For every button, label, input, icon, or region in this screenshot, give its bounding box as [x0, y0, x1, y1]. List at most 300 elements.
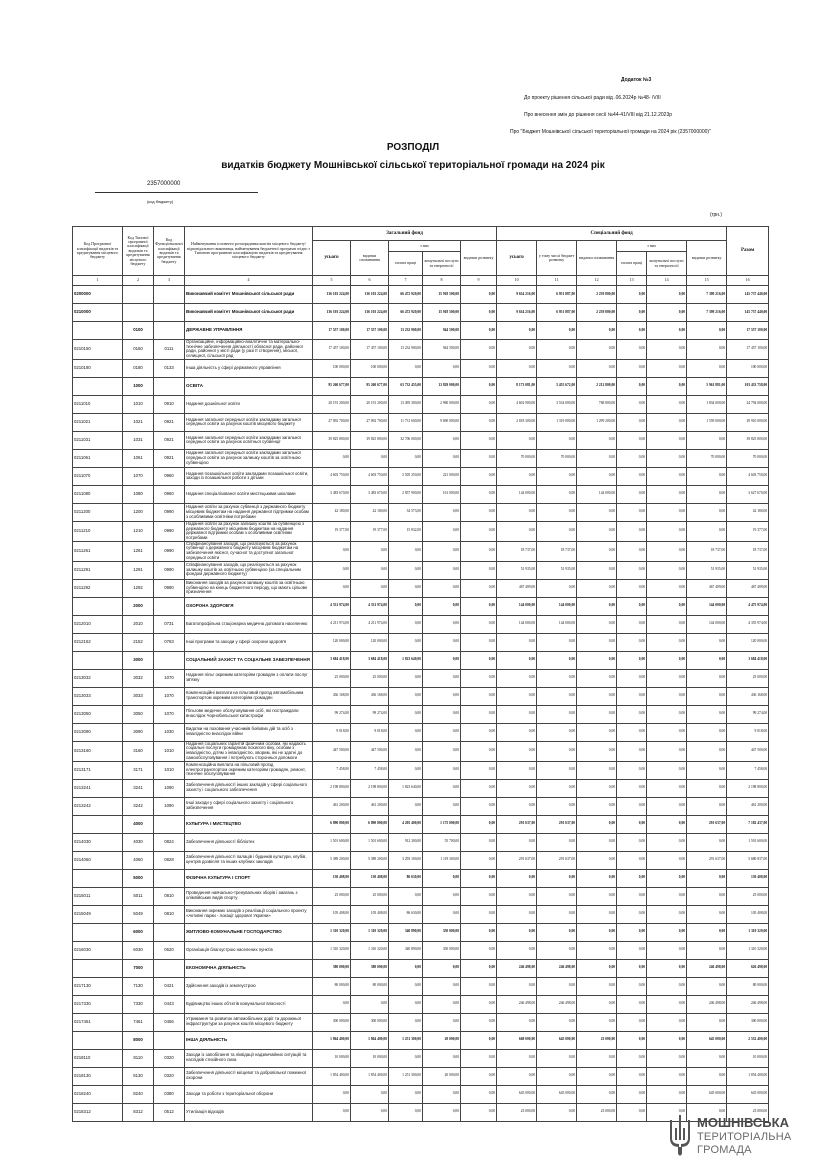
- amount-cell: 4 602 900,00: [497, 395, 537, 413]
- amount-cell: 136 103 224,00: [351, 304, 389, 322]
- amount-cell: 0,00: [351, 541, 389, 561]
- amount-cell: 0,00: [577, 541, 617, 561]
- table-row: [73, 761, 769, 779]
- program-code-cell: 0211080: [73, 485, 123, 503]
- amount-cell: 0,00: [389, 1103, 423, 1121]
- table-row: [73, 941, 769, 959]
- amount-cell: 0,00: [389, 1013, 423, 1031]
- typical-code-cell: 5000: [123, 869, 154, 887]
- amount-cell: 0,00: [351, 1085, 389, 1103]
- amount-cell: 51 935,00: [497, 561, 537, 579]
- amount-cell: 0,00: [577, 977, 617, 995]
- amount-cell: 0,00: [537, 359, 577, 377]
- program-code-cell: [73, 1031, 123, 1049]
- amount-cell: 11 731 600,00: [389, 413, 423, 431]
- functional-code-cell: 0620: [154, 941, 185, 959]
- program-code-cell: 0212152: [73, 633, 123, 651]
- amount-cell: 0,00: [647, 1085, 687, 1103]
- typical-code-cell: 7330: [123, 995, 154, 1013]
- amount-cell: 0,00: [537, 579, 577, 597]
- header-program-code: Код Програмної класифікації видатків та кредитування місцевого бюджету: [73, 227, 123, 276]
- amount-cell: 1 310 320,00: [313, 923, 351, 941]
- amount-cell: 0,00: [461, 723, 497, 741]
- amount-cell: 0,00: [577, 923, 617, 941]
- amount-cell: 0,00: [577, 359, 617, 377]
- amount-cell: 0,00: [423, 687, 461, 705]
- amount-cell: 0,00: [577, 1013, 617, 1031]
- program-name-cell: Компенсаційна виплата на пільговий проїзд електротранспортом окремим категоріям громадян, ремонт, технічне обслуговування: [185, 761, 313, 779]
- amount-cell: 0,00: [537, 340, 577, 360]
- amount-cell: 0,00: [617, 377, 647, 395]
- typical-code-cell: 1291: [123, 561, 154, 579]
- amount-cell: 0,00: [647, 887, 687, 905]
- amount-cell: 19 377,00: [313, 521, 351, 541]
- amount-cell: 0,00: [537, 869, 577, 887]
- amount-cell: 0,00: [577, 887, 617, 905]
- amount-cell: 0,00: [351, 561, 389, 579]
- program-name-cell: Забезпечення діяльності палаців i будинків культури, клубів, центрів дозвілля та інших клубних закладів: [185, 851, 313, 869]
- amount-cell: 0,00: [687, 797, 727, 815]
- amount-cell: 0,00: [617, 651, 647, 669]
- amount-cell: 246 498,00: [537, 959, 577, 977]
- column-number: 12: [577, 276, 617, 286]
- amount-cell: 0,00: [617, 633, 647, 651]
- header-gf-total: усього: [313, 241, 351, 276]
- amount-cell: 0,00: [647, 1049, 687, 1067]
- amount-cell: 0,00: [617, 541, 647, 561]
- program-name-cell: Проведення навчально-тренувальних зборів і змагань з олімпійських видів спорту: [185, 887, 313, 905]
- amount-cell: 0,00: [617, 561, 647, 579]
- amount-cell: 0,00: [617, 395, 647, 413]
- functional-code-cell: 0921: [154, 449, 185, 467]
- functional-code-cell: 1030: [154, 723, 185, 741]
- amount-cell: 42 180,00: [351, 503, 389, 521]
- program-code-cell: 0215049: [73, 905, 123, 923]
- amount-cell: 1 299 200,00: [577, 413, 617, 431]
- amount-cell: 0,00: [577, 723, 617, 741]
- amount-cell: 0,00: [577, 597, 617, 615]
- typical-code-cell: 6000: [123, 923, 154, 941]
- program-name-cell: Компенсаційні виплати на пільговий проїзд автомобільним транспортом окремим категоріям громадян: [185, 687, 313, 705]
- amount-cell: 0,00: [423, 869, 461, 887]
- header-gf-of-them: з них: [389, 241, 461, 252]
- amount-cell: 0,00: [617, 833, 647, 851]
- amount-cell: 0,00: [461, 541, 497, 561]
- amount-cell: 80 000,00: [313, 977, 351, 995]
- program-name-cell: Виконання заходів за рахунок залишку коштів за освітньою субвенцією на кінець бюджетного періоду, що мають цільове призначення: [185, 579, 313, 597]
- table-row: [73, 286, 769, 304]
- amount-cell: 0,00: [537, 977, 577, 995]
- amount-cell: 1 834 000,00: [687, 395, 727, 413]
- program-name-cell: Інші програми та заходи у сфері охорони здоров'я: [185, 633, 313, 651]
- amount-cell: 0,00: [423, 977, 461, 995]
- amount-cell: 291 637,00: [537, 815, 577, 833]
- amount-cell: 0,00: [389, 705, 423, 723]
- amount-cell: 0,00: [497, 869, 537, 887]
- amount-cell: 2 857 900,00: [389, 485, 423, 503]
- program-code-cell: 0211031: [73, 431, 123, 449]
- amount-cell: 0,00: [687, 887, 727, 905]
- typical-code-cell: 3171: [123, 761, 154, 779]
- amount-cell: 0,00: [617, 723, 647, 741]
- amount-cell: 0,00: [687, 687, 727, 705]
- amount-cell: 9 018,00: [727, 723, 769, 741]
- typical-code-cell: 1080: [123, 485, 154, 503]
- amount-cell: 0,00: [497, 322, 537, 340]
- program-name-cell: Організація благоустрою населених пунктів: [185, 941, 313, 959]
- amount-cell: 2 818 300,00: [497, 413, 537, 431]
- program-code-cell: 0218312: [73, 1103, 123, 1121]
- amount-cell: 9 634 216,00: [497, 286, 537, 304]
- header-sf-salary: оплата праці: [617, 252, 647, 276]
- amount-cell: 0,00: [423, 741, 461, 761]
- column-number: 14: [647, 276, 687, 286]
- amount-cell: 0,00: [461, 322, 497, 340]
- program-name-cell: ОСВІТА: [185, 377, 313, 395]
- program-name-cell: Утримання та розвиток автомобільних доріг та дорожньої інфраструктури за рахунок коштів місцевого бюджету: [185, 1013, 313, 1031]
- amount-cell: 39 825 800,00: [727, 431, 769, 449]
- amount-cell: 0,00: [577, 1067, 617, 1085]
- amount-cell: 0,00: [617, 503, 647, 521]
- amount-cell: 9 018,00: [313, 723, 351, 741]
- amount-cell: 1 310 320,00: [727, 941, 769, 959]
- amount-cell: 70 000,00: [687, 449, 727, 467]
- amount-cell: 0,00: [497, 905, 537, 923]
- amount-cell: 0,00: [537, 467, 577, 485]
- amount-cell: 70 000,00: [727, 449, 769, 467]
- typical-code-cell: 3241: [123, 779, 154, 797]
- amount-cell: 0,00: [423, 887, 461, 905]
- amount-cell: 4 603 750,00: [351, 467, 389, 485]
- amount-cell: 246 498,00: [537, 995, 577, 1013]
- typical-code-cell: 7130: [123, 977, 154, 995]
- amount-cell: 0,00: [647, 869, 687, 887]
- program-code-cell: [73, 322, 123, 340]
- amount-cell: 0,00: [647, 340, 687, 360]
- table-row: [73, 995, 769, 1013]
- amount-cell: 0,00: [423, 995, 461, 1013]
- column-number: 4: [185, 276, 313, 286]
- amount-cell: 10 000,00: [351, 1049, 389, 1067]
- column-number: 13: [617, 276, 647, 286]
- amount-cell: 0,00: [423, 541, 461, 561]
- amount-cell: 0,00: [577, 651, 617, 669]
- amount-cell: 291 637,00: [497, 815, 537, 833]
- amount-cell: 0,00: [647, 561, 687, 579]
- program-name-cell: КУЛЬТУРА І МИСТЕЦТВО: [185, 815, 313, 833]
- amount-cell: 0,00: [647, 597, 687, 615]
- functional-code-cell: 1070: [154, 669, 185, 687]
- amount-cell: 0,00: [687, 485, 727, 503]
- table-body: [73, 286, 769, 1122]
- amount-cell: 0,00: [617, 741, 647, 761]
- amount-cell: 0,00: [647, 761, 687, 779]
- amount-cell: 1 251 300,00: [389, 1067, 423, 1085]
- amount-cell: 1 501 600,00: [351, 833, 389, 851]
- amount-cell: 0,00: [461, 815, 497, 833]
- amount-cell: 0,00: [647, 779, 687, 797]
- table-row: [73, 779, 769, 797]
- column-number: 10: [497, 276, 537, 286]
- functional-code-cell: 0960: [154, 467, 185, 485]
- amount-cell: 0,00: [461, 395, 497, 413]
- table-row: [73, 541, 769, 561]
- program-name-cell: Надання пільг окремим категоріям громадян з оплати послуг зв'язку: [185, 669, 313, 687]
- amount-cell: 136 103 224,00: [351, 286, 389, 304]
- column-number: 15: [687, 276, 727, 286]
- amount-cell: 34 573,00: [389, 503, 423, 521]
- amount-cell: 144 000,00: [537, 597, 577, 615]
- amount-cell: 0,00: [351, 449, 389, 467]
- program-code-cell: 0218240: [73, 1085, 123, 1103]
- program-code-cell: 0217130: [73, 977, 123, 995]
- amount-cell: 0,00: [687, 761, 727, 779]
- amount-cell: 0,00: [687, 723, 727, 741]
- amount-cell: 0,00: [313, 449, 351, 467]
- amount-cell: 105 408,00: [727, 905, 769, 923]
- program-code-cell: 0211292: [73, 579, 123, 597]
- amount-cell: 1 854 400,00: [351, 1067, 389, 1085]
- amount-cell: 0,00: [423, 561, 461, 579]
- amount-cell: 105 408,00: [313, 905, 351, 923]
- typical-code-cell: 4030: [123, 833, 154, 851]
- table-row: [73, 579, 769, 597]
- amount-cell: 7 399 216,00: [687, 304, 727, 322]
- amount-cell: 0,00: [617, 923, 647, 941]
- amount-cell: 0,00: [687, 923, 727, 941]
- functional-code-cell: 0512: [154, 1103, 185, 1121]
- amount-cell: 0,00: [647, 687, 687, 705]
- typical-code-cell: [123, 304, 154, 322]
- table-row: [73, 905, 769, 923]
- amount-cell: 0,00: [351, 995, 389, 1013]
- amount-cell: 0,00: [497, 1049, 537, 1067]
- typical-code-cell: 0100: [123, 322, 154, 340]
- column-number: 9: [461, 276, 497, 286]
- amount-cell: 25 000,00: [727, 887, 769, 905]
- amount-cell: 6 890 800,00: [313, 815, 351, 833]
- amount-cell: 0,00: [389, 597, 423, 615]
- amount-cell: 42 180,00: [313, 503, 351, 521]
- program-code-cell: 0217461: [73, 1013, 123, 1031]
- amount-cell: 0,00: [389, 995, 423, 1013]
- amount-cell: 300 000,00: [727, 1013, 769, 1031]
- header-sf-development: видатки розвитку: [687, 241, 727, 276]
- amount-cell: 0,00: [647, 449, 687, 467]
- amount-cell: 0,00: [647, 941, 687, 959]
- amount-cell: 51 935,00: [727, 561, 769, 579]
- amount-cell: 7 458,00: [351, 761, 389, 779]
- amount-cell: 0,00: [617, 995, 647, 1013]
- amount-cell: 17 457 100,00: [351, 340, 389, 360]
- amount-cell: 0,00: [537, 633, 577, 651]
- amount-cell: 0,00: [423, 449, 461, 467]
- amount-cell: 0,00: [687, 869, 727, 887]
- header-special-fund: Спеціальний фонд: [497, 227, 727, 241]
- amount-cell: 1 823 640,00: [389, 779, 423, 797]
- amount-cell: 0,00: [577, 431, 617, 449]
- page-title: РОЗПОДІЛ: [386, 142, 440, 153]
- amount-cell: 0,00: [461, 1103, 497, 1121]
- amount-cell: 23 000,00: [497, 1103, 537, 1121]
- amount-cell: 17 557 100,00: [313, 322, 351, 340]
- budget-code-underline: [95, 192, 258, 193]
- amount-cell: 0,00: [497, 797, 537, 815]
- amount-cell: 0,00: [647, 1013, 687, 1031]
- header-sf-utilities: комунальні послуги та енергоносії: [647, 252, 687, 276]
- amount-cell: 3 505 250,00: [389, 467, 423, 485]
- amount-cell: 0,00: [423, 615, 461, 633]
- header-general-fund: Загальний фонд: [313, 227, 497, 241]
- amount-cell: 645 000,00: [687, 1085, 727, 1103]
- typical-code-cell: 2000: [123, 597, 154, 615]
- amount-cell: 0,00: [647, 905, 687, 923]
- typical-code-cell: 8312: [123, 1103, 154, 1121]
- table-row: [73, 615, 769, 633]
- functional-code-cell: [154, 377, 185, 395]
- amount-cell: 0,00: [577, 869, 617, 887]
- amount-cell: 0,00: [617, 669, 647, 687]
- table-row: [73, 651, 769, 669]
- amount-cell: 0,00: [617, 687, 647, 705]
- amount-cell: 0,00: [577, 905, 617, 923]
- amount-cell: 1 310 320,00: [351, 923, 389, 941]
- amount-cell: 3 684 418,00: [351, 651, 389, 669]
- typical-code-cell: 7461: [123, 1013, 154, 1031]
- logo-subtitle-2: ГРОМАДА: [697, 1144, 752, 1156]
- program-code-cell: 0213171: [73, 761, 123, 779]
- amount-cell: 0,00: [461, 651, 497, 669]
- program-code-cell: 0211021: [73, 413, 123, 431]
- trident-emblem-icon: [668, 1114, 692, 1156]
- amount-cell: 0,00: [647, 377, 687, 395]
- functional-code-cell: 0921: [154, 413, 185, 431]
- program-name-cell: ІНША ДІЯЛЬНІСТЬ: [185, 1031, 313, 1049]
- amount-cell: 9 018,00: [351, 723, 389, 741]
- functional-code-cell: 1010: [154, 761, 185, 779]
- amount-cell: 0,00: [423, 723, 461, 741]
- amount-cell: 0,00: [497, 941, 537, 959]
- amount-cell: 136 103 224,00: [313, 304, 351, 322]
- program-code-cell: 0217330: [73, 995, 123, 1013]
- table-row: [73, 467, 769, 485]
- amount-cell: 7 399 216,00: [687, 286, 727, 304]
- amount-cell: 0,00: [577, 833, 617, 851]
- amount-cell: 0,00: [617, 1031, 647, 1049]
- amount-cell: 0,00: [617, 340, 647, 360]
- amount-cell: 0,00: [351, 579, 389, 597]
- amount-cell: 0,00: [461, 413, 497, 431]
- amount-cell: 0,00: [497, 687, 537, 705]
- header-line-2: Про внесення змін до рішення сесії №44-41/VIII від 21.12.2023р: [524, 112, 673, 118]
- amount-cell: 0,00: [577, 761, 617, 779]
- amount-cell: 120 000,00: [313, 633, 351, 651]
- amount-cell: 0,00: [461, 977, 497, 995]
- header-name: Найменування головного розпорядника коштів місцевого бюджету/ відповідального виконавця, найменування бюджетної програми згідно з Типовою програмною класифікацією видатків та кредитування місцевого бюджету: [185, 227, 313, 276]
- typical-code-cell: 3160: [123, 741, 154, 761]
- table-row: [73, 431, 769, 449]
- column-number: 7: [389, 276, 423, 286]
- typical-code-cell: 1010: [123, 395, 154, 413]
- functional-code-cell: 0443: [154, 995, 185, 1013]
- amount-cell: 0,00: [461, 687, 497, 705]
- amount-cell: 0,00: [461, 1031, 497, 1049]
- amount-cell: 0,00: [577, 959, 617, 977]
- table-row: [73, 959, 769, 977]
- amount-cell: 300 000,00: [351, 1013, 389, 1031]
- functional-code-cell: 0810: [154, 905, 185, 923]
- amount-cell: 17 557 100,00: [351, 322, 389, 340]
- amount-cell: 246 498,00: [687, 995, 727, 1013]
- amount-cell: 1 310 320,00: [351, 941, 389, 959]
- amount-cell: 18 737,00: [727, 541, 769, 561]
- program-name-cell: СОЦІАЛЬНИЙ ЗАХИСТ ТА СОЦІАЛЬНЕ ЗАБЕЗПЕЧЕННЯ: [185, 651, 313, 669]
- functional-code-cell: 1070: [154, 687, 185, 705]
- amount-cell: 0,00: [423, 905, 461, 923]
- program-name-cell: Заходи та роботи з територіальної оборони: [185, 1085, 313, 1103]
- amount-cell: 5 389 200,00: [351, 851, 389, 869]
- amount-cell: 0,00: [617, 597, 647, 615]
- program-code-cell: 0215011: [73, 887, 123, 905]
- amount-cell: 2 212 800,00: [577, 377, 617, 395]
- amount-cell: 0,00: [461, 1067, 497, 1085]
- column-number: 1: [73, 276, 123, 286]
- budget-code-caption: (код бюджету): [147, 199, 174, 204]
- currency-label: (грн.): [710, 212, 723, 218]
- amount-cell: 27 092 700,00: [351, 413, 389, 431]
- amount-cell: 0,00: [537, 431, 577, 449]
- table-row: [73, 485, 769, 503]
- amount-cell: 0,00: [461, 941, 497, 959]
- amount-cell: 2 198 800,00: [351, 779, 389, 797]
- amount-cell: 0,00: [537, 761, 577, 779]
- amount-cell: 0,00: [577, 851, 617, 869]
- column-number: 2: [123, 276, 154, 286]
- table-row: [73, 833, 769, 851]
- amount-cell: 0,00: [389, 359, 423, 377]
- amount-cell: 0,00: [577, 741, 617, 761]
- amount-cell: 0,00: [577, 322, 617, 340]
- amount-cell: 0,00: [423, 1103, 461, 1121]
- amount-cell: 0,00: [537, 941, 577, 959]
- functional-code-cell: 0990: [154, 521, 185, 541]
- table-row: [73, 1049, 769, 1067]
- amount-cell: 626 498,00: [727, 959, 769, 977]
- amount-cell: 0,00: [577, 340, 617, 360]
- amount-cell: 0,00: [617, 869, 647, 887]
- amount-cell: 0,00: [577, 687, 617, 705]
- header-line-1: До проекту рішення сільської ради від .06.2024р №48- /VIII: [524, 95, 661, 101]
- amount-cell: 0,00: [647, 467, 687, 485]
- typical-code-cell: 1070: [123, 467, 154, 485]
- typical-code-cell: 4000: [123, 815, 154, 833]
- functional-code-cell: 0421: [154, 977, 185, 995]
- amount-cell: 0,00: [537, 723, 577, 741]
- amount-cell: 0,00: [577, 941, 617, 959]
- amount-cell: 0,00: [461, 304, 497, 322]
- amount-cell: 3 627 670,00: [727, 485, 769, 503]
- amount-cell: 144 000,00: [687, 615, 727, 633]
- amount-cell: 0,00: [617, 905, 647, 923]
- amount-cell: 13 495 300,00: [389, 395, 423, 413]
- amount-cell: 0,00: [461, 851, 497, 869]
- amount-cell: 0,00: [389, 1085, 423, 1103]
- functional-code-cell: [154, 304, 185, 322]
- amount-cell: 0,00: [423, 1013, 461, 1031]
- amount-cell: 0,00: [389, 761, 423, 779]
- amount-cell: 0,00: [537, 322, 577, 340]
- logo-subtitle-1: ТЕРИТОРІАЛЬНА: [697, 1131, 792, 1143]
